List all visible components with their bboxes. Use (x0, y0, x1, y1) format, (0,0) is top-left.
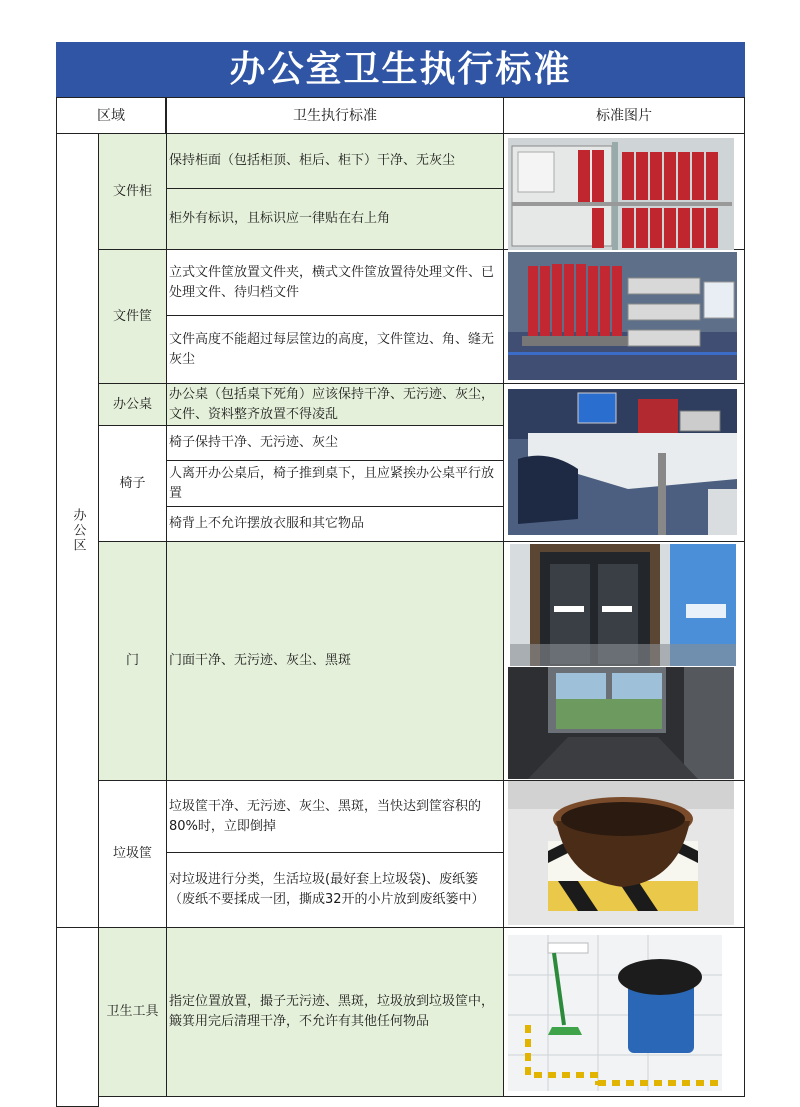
rule-text: 门面干净、无污迹、灰尘、黑斑 (169, 653, 352, 668)
zone-office-cell (56, 133, 99, 928)
zone-continued-cell (56, 927, 99, 1107)
rule-cell (166, 780, 504, 853)
item-basket: 文件筐 (98, 249, 167, 384)
desk-chair-photo (508, 389, 737, 535)
rule-text: 人离开办公桌后，椅子推到桌下，且应紧挨办公桌平行放置 (169, 465, 495, 501)
rule-cell (166, 315, 504, 384)
item-tools: 卫生工具 (98, 927, 167, 1097)
item-desk: 办公桌 (98, 383, 167, 426)
header-image: 标准图片 (503, 97, 745, 134)
door-photo (510, 544, 736, 666)
rule-text: 办公桌（包括桌下死角）应该保持干净、无污迹、灰尘，文件、资料整齐放置不得凌乱 (169, 386, 495, 422)
rule-text: 垃圾筐干净、无污迹、灰尘、黑斑，当快达到筐容积的80%时，立即倒掉 (169, 798, 482, 834)
rule-text: 文件高度不能超过每层筐边的高度，文件筐边、角、缝无灰尘 (169, 331, 495, 367)
item-trash: 垃圾筐 (98, 780, 167, 928)
header-standard: 卫生执行标准 (166, 97, 504, 134)
rule-cell (166, 188, 504, 250)
item-cabinet: 文件柜 (98, 133, 167, 250)
file-basket-photo (508, 252, 737, 380)
zone-label: 办公区 (70, 508, 86, 553)
rule-cell (166, 249, 504, 316)
rule-text: 指定位置放置，撮子无污迹、黑斑，垃圾放到垃圾筐中，簸箕用完后清理干净，不允许有其他任何物品 (169, 994, 495, 1029)
item-chair: 椅子 (98, 425, 167, 542)
rule-text: 保持柜面（包括柜顶、柜后、柜下）干净、无灰尘 (169, 153, 456, 168)
header-area: 区域 (56, 97, 166, 134)
rule-text: 椅子保持干净、无污迹、灰尘 (169, 435, 339, 450)
trash-bin-photo (508, 781, 734, 925)
rule-cell (166, 383, 504, 426)
rule-text: 对垃圾进行分类，生活垃圾(最好套上垃圾袋)、废纸篓（废纸不要揉成一团，撕成32开的小片放到废纸篓中） (169, 872, 485, 907)
window-photo (508, 667, 734, 779)
rule-cell (166, 927, 504, 1097)
cabinet-photo (508, 138, 734, 250)
item-door: 门 (98, 541, 167, 781)
cleaning-tools-photo (508, 935, 722, 1091)
rule-text: 柜外有标识，且标识应一律贴在右上角 (169, 211, 391, 226)
rule-cell (166, 460, 504, 507)
rule-cell (166, 506, 504, 542)
page-title: 办公室卫生执行标准 (56, 42, 745, 97)
rule-text: 立式文件筐放置文件夹，横式文件筐放置待处理文件、已处理文件、待归档文件 (169, 264, 495, 300)
rule-cell (166, 852, 504, 928)
rule-cell (166, 541, 504, 781)
rule-text: 椅背上不允许摆放衣服和其它物品 (169, 516, 365, 531)
rule-cell (166, 133, 504, 189)
rule-cell (166, 425, 504, 461)
